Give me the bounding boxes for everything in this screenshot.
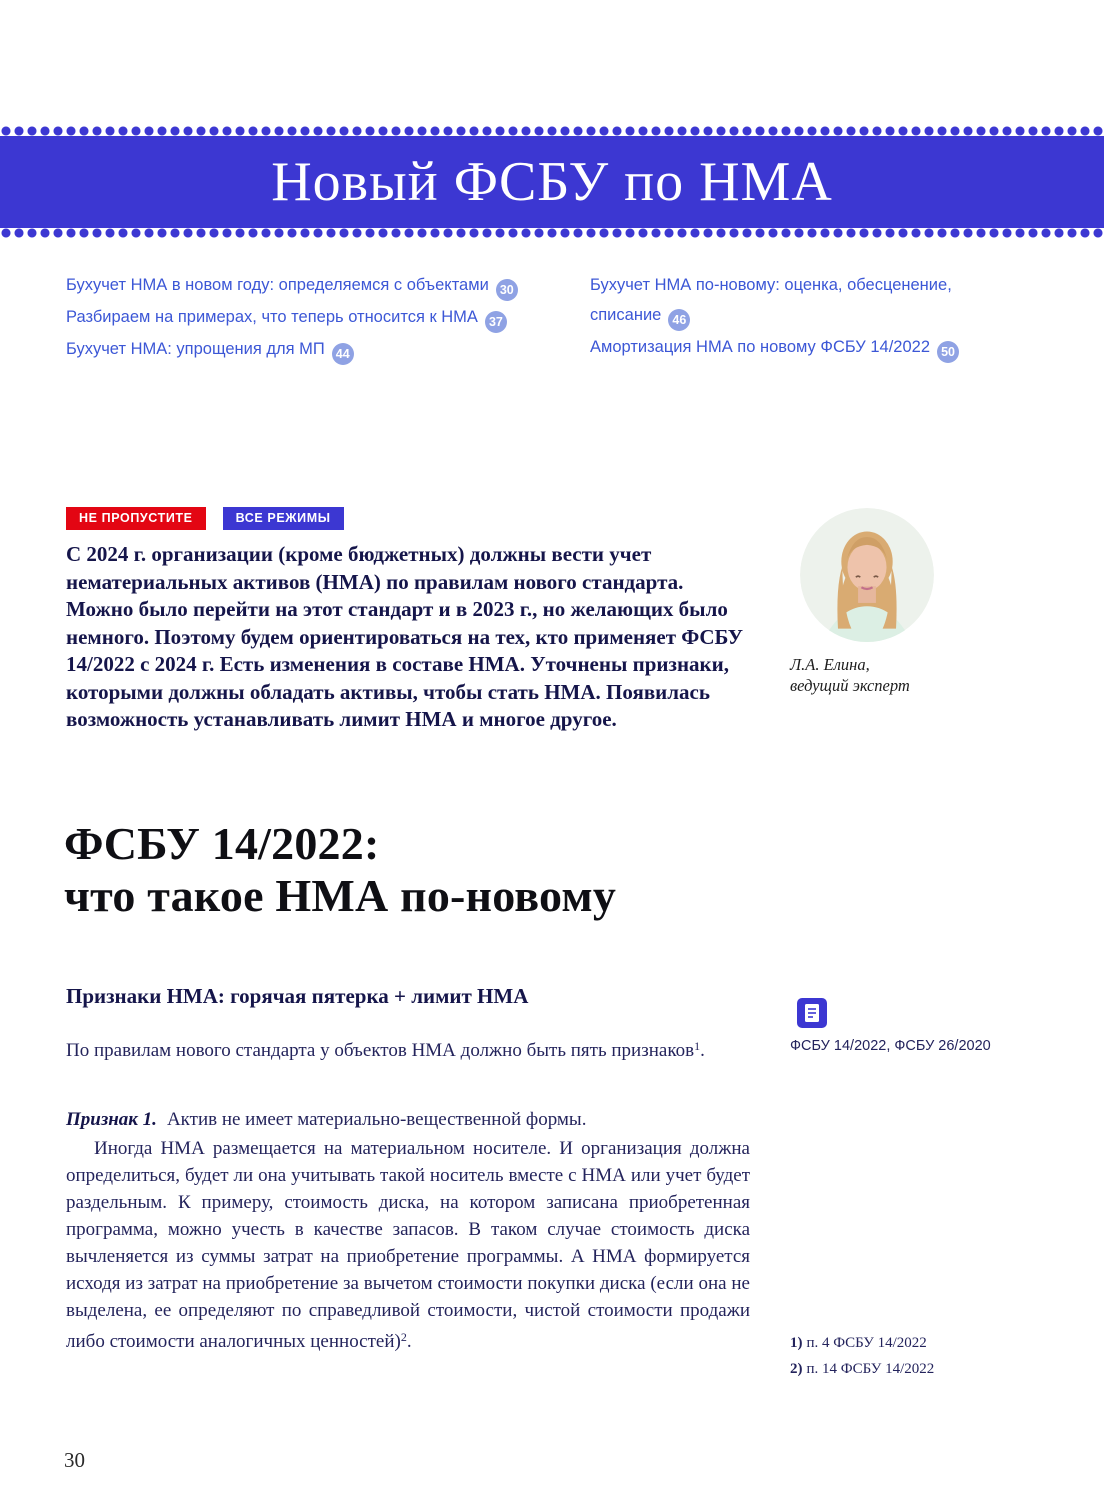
feature-body — [66, 1135, 750, 1355]
footnote-number: 1) — [790, 1335, 803, 1351]
badge-vse-rezhimy: ВСЕ РЕЖИМЫ — [223, 507, 344, 530]
author-role: ведущий эксперт — [790, 676, 910, 695]
footnotes — [790, 1330, 1050, 1382]
toc-item-label[interactable]: Амортизация НМА по новому ФСБУ 14/2022 — [590, 338, 931, 356]
toc-item-label[interactable]: Бухучет НМА по-новому: оценка, обесценение, списание — [590, 276, 952, 324]
margin-reference: ФСБУ 14/2022, ФСБУ 26/2020 — [790, 1038, 991, 1054]
footnote-ref-2: 2 — [400, 1330, 407, 1344]
feature-paragraph — [66, 1106, 750, 1355]
toc-page-badge[interactable]: 37 — [485, 311, 507, 333]
page-number: 30 — [64, 1448, 85, 1472]
feature-body-text: Иногда НМА размещается на материальном носителе. И организация должна определиться, будет ли она учитывать такой носитель вместе с НМА или учет будет раздельным. К примеру, стоимость диска, на котором записана приобретенная программа, можно учесть в качестве запасов. В таком случае стоимость диска вычленяется из суммы затрат на приобретение программы. А НМА формируется исходя из затрат на приобретение за вычетом стоимости покупки диска (если она не выделена, ее определяют по справедливой стоимости, чистой стоимости продажи либо стоимости аналогичных ценностей) — [66, 1138, 750, 1352]
lead-paragraph: С 2024 г. организации (кроме бюджетных) должны вести учет нематериальных активов (НМА) по правилам нового стандарта. Можно было перейти на этот стандарт и в 2023 г., но желающих было немного. Поэтому будем ориентироваться на тех, кто применяет ФСБУ 14/2022 с 2024 г. Есть изменения в составе НМА. Уточнены признаки, которыми должны обладать активы, чтобы стать НМА. Появилась возможность устанавливать лимит НМА и многое другое. — [66, 542, 744, 731]
toc-item[interactable] — [66, 334, 526, 365]
toc-item[interactable] — [590, 270, 968, 331]
toc-item-label[interactable]: Разбираем на примерах, что теперь относится к НМА — [66, 308, 478, 326]
banner-title: Новый ФСБУ по НМА — [271, 151, 833, 213]
article-banner — [0, 136, 1104, 228]
article-title-line1: ФСБУ 14/2022: — [64, 818, 380, 869]
footnote-text: п. 4 ФСБУ 14/2022 — [806, 1335, 927, 1351]
intro-end: . — [700, 1040, 705, 1061]
footnote-ref-1: 1 — [694, 1039, 701, 1053]
intro-text: По правилам нового стандарта у объектов НМА должно быть пять признаков — [66, 1040, 695, 1061]
toc-left-column — [66, 270, 526, 366]
toc-item-label[interactable]: Бухучет НМА: упрощения для МП — [66, 340, 325, 358]
toc-item[interactable] — [66, 302, 526, 333]
article-title-line2: что такое НМА по-новому — [64, 870, 617, 921]
document-icon — [797, 998, 827, 1028]
toc-page-badge[interactable]: 46 — [668, 309, 690, 331]
toc-item[interactable] — [590, 332, 968, 363]
author-portrait-image — [800, 508, 934, 642]
intro-paragraph — [66, 1033, 750, 1064]
toc-page-badge[interactable]: 30 — [496, 279, 518, 301]
toc-item[interactable] — [66, 270, 526, 301]
footnote-text: п. 14 ФСБУ 14/2022 — [806, 1361, 935, 1377]
author-name: Л.А. Елина, — [790, 655, 870, 674]
author-caption — [790, 654, 1030, 696]
badges-row — [66, 507, 344, 530]
article-title — [64, 818, 784, 922]
toc-item-label[interactable]: Бухучет НМА в новом году: определяемся с объектами — [66, 276, 489, 294]
footnote — [790, 1356, 1050, 1382]
footnote — [790, 1330, 1050, 1356]
footnote-number: 2) — [790, 1361, 803, 1377]
badge-ne-propustite: НЕ ПРОПУСТИТЕ — [66, 507, 206, 530]
toc-page-badge[interactable]: 44 — [332, 343, 354, 365]
author-photo — [800, 508, 934, 642]
feature-label: Признак 1. — [66, 1109, 157, 1130]
toc-page-badge[interactable]: 50 — [937, 341, 959, 363]
toc-right-column — [590, 270, 968, 364]
section-heading: Признаки НМА: горячая пятерка + лимит НМА — [66, 984, 529, 1008]
feature-body-end: . — [406, 1331, 412, 1352]
feature-first-sentence: Актив не имеет материально-вещественной формы. — [166, 1109, 587, 1130]
